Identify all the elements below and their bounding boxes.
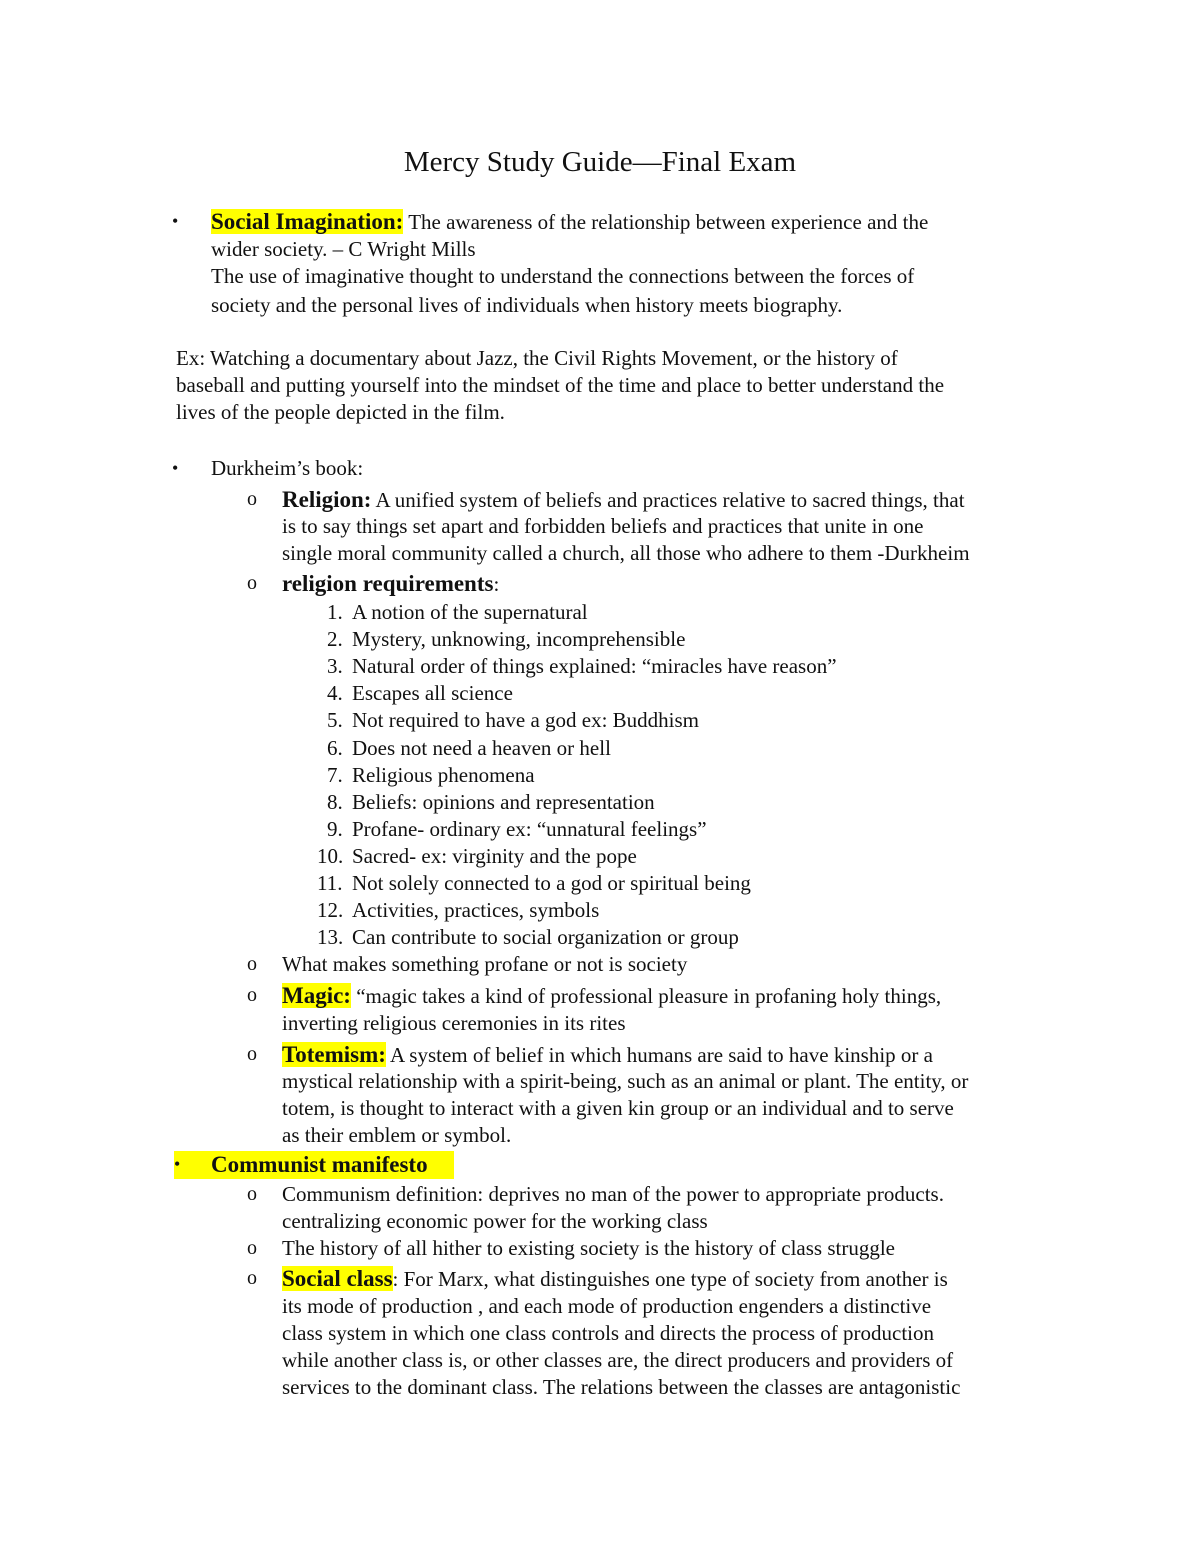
requirement-number: 3. [327, 654, 343, 678]
social-imagination-def-1: The awareness of the relationship between experience and the [403, 210, 929, 234]
durkheim-heading: Durkheim’s book: [211, 456, 364, 480]
requirement-number: 12. [317, 898, 344, 922]
sub-bullet-social-class: o [247, 1267, 257, 1289]
sub-bullet-history: o [247, 1237, 257, 1259]
requirement-item: Natural order of things explained: “miracles have reason” [352, 654, 837, 678]
communism-def-line-1: Communism definition: deprives no man of the power to appropriate products. [282, 1182, 944, 1206]
sub-bullet-magic: o [247, 984, 257, 1006]
history-line: The history of all hither to existing society is the history of class struggle [282, 1236, 895, 1260]
totemism-line-4: as their emblem or symbol. [282, 1123, 512, 1147]
bullet-social-imagination: • [172, 211, 179, 231]
totemism-line-3: totem, is thought to interact with a given kin group or an individual and to serve [282, 1096, 954, 1120]
social-imagination-line-3: The use of imaginative thought to understand the connections between the forces of [211, 264, 915, 288]
requirement-item: Religious phenomena [352, 763, 535, 787]
social-imagination-line-1 [211, 208, 928, 236]
requirement-item: Profane- ordinary ex: “unnatural feelings” [352, 817, 707, 841]
requirement-item: Not solely connected to a god or spiritual being [352, 871, 751, 895]
social-class-line-2: its mode of production , and each mode of production engenders a distinctive [282, 1294, 932, 1318]
requirement-number: 10. [317, 844, 344, 868]
requirement-item: Beliefs: opinions and representation [352, 790, 655, 814]
social-class-line-1 [282, 1265, 948, 1293]
totemism-term: Totemism: [282, 1042, 386, 1067]
social-class-line-5: services to the dominant class. The relations between the classes are antagonistic [282, 1375, 961, 1399]
requirement-number: 13. [317, 925, 344, 949]
requirement-item: Escapes all science [352, 681, 513, 705]
page-title: Mercy Study Guide—Final Exam [403, 146, 797, 178]
communist-heading-row [174, 1151, 454, 1179]
magic-def-1: “magic takes a kind of professional pleasure in profaning holy things, [350, 984, 942, 1008]
social-class-def-1: : For Marx, what distinguishes one type of society from another is [392, 1267, 948, 1291]
requirement-number: 5. [327, 708, 343, 732]
bullet-durkheim: • [172, 458, 179, 478]
social-class-term: Social class [282, 1266, 393, 1291]
requirements-heading [282, 570, 499, 598]
sub-bullet-communism-def: o [247, 1183, 257, 1205]
requirement-item: Does not need a heaven or hell [352, 736, 611, 760]
sub-bullet-totemism: o [247, 1043, 257, 1065]
magic-term: Magic: [282, 983, 351, 1008]
religion-line-3: single moral community called a church, all those who adhere to them -Durkheim [282, 541, 970, 565]
example-line-3: lives of the people depicted in the film. [176, 400, 505, 424]
social-class-line-3: class system in which one class controls and directs the process of production [282, 1321, 935, 1345]
requirement-number: 8. [327, 790, 343, 814]
social-imagination-line-4: society and the personal lives of individuals when history meets biography. [211, 293, 843, 317]
requirement-item: Mystery, unknowing, incomprehensible [352, 627, 686, 651]
religion-term: Religion: [282, 487, 372, 512]
communist-heading: Communist manifesto [211, 1152, 428, 1177]
magic-line-2: inverting religious ceremonies in its rites [282, 1011, 626, 1035]
requirement-number: 2. [327, 627, 343, 651]
requirement-item: Can contribute to social organization or group [352, 925, 739, 949]
requirement-number: 4. [327, 681, 343, 705]
totemism-def-1: A system of belief in which humans are said to have kinship or a [385, 1043, 933, 1067]
requirement-item: Activities, practices, symbols [352, 898, 600, 922]
requirement-item: A notion of the supernatural [352, 600, 588, 624]
totemism-line-2: mystical relationship with a spirit-being, such as an animal or plant. The entity, or [282, 1069, 969, 1093]
social-class-line-4: while another class is, or other classes are, the direct producers and providers of [282, 1348, 954, 1372]
social-imagination-line-2: wider society. – C Wright Mills [211, 237, 476, 261]
example-line-1: Ex: Watching a documentary about Jazz, the Civil Rights Movement, or the history of [176, 346, 898, 370]
sub-bullet-religion: o [247, 488, 257, 510]
requirement-number: 6. [327, 736, 343, 760]
requirement-item: Not required to have a god ex: Buddhism [352, 708, 700, 732]
requirements-colon: : [493, 572, 500, 596]
religion-line-2: is to say things set apart and forbidden beliefs and practices that unite in one [282, 514, 924, 538]
social-imagination-term: Social Imagination: [211, 209, 404, 234]
religion-line-1 [282, 486, 965, 514]
requirements-term: religion requirements [282, 571, 494, 596]
example-line-2: baseball and putting yourself into the mindset of the time and place to better understand the [176, 373, 945, 397]
communism-def-line-2: centralizing economic power for the working class [282, 1209, 708, 1233]
sub-bullet-requirements: o [247, 572, 257, 594]
religion-def-1: A unified system of beliefs and practices relative to sacred things, that [371, 488, 965, 512]
requirement-number: 7. [327, 763, 343, 787]
totemism-line-1 [282, 1041, 933, 1069]
magic-line-1 [282, 982, 941, 1010]
requirement-item: Sacred- ex: virginity and the pope [352, 844, 637, 868]
requirement-number: 1. [327, 600, 343, 624]
profane-note: What makes something profane or not is society [282, 952, 688, 976]
bullet-communist: • [174, 1154, 181, 1174]
requirement-number: 11. [317, 871, 343, 895]
sub-bullet-profane: o [247, 953, 257, 975]
requirement-number: 9. [327, 817, 343, 841]
